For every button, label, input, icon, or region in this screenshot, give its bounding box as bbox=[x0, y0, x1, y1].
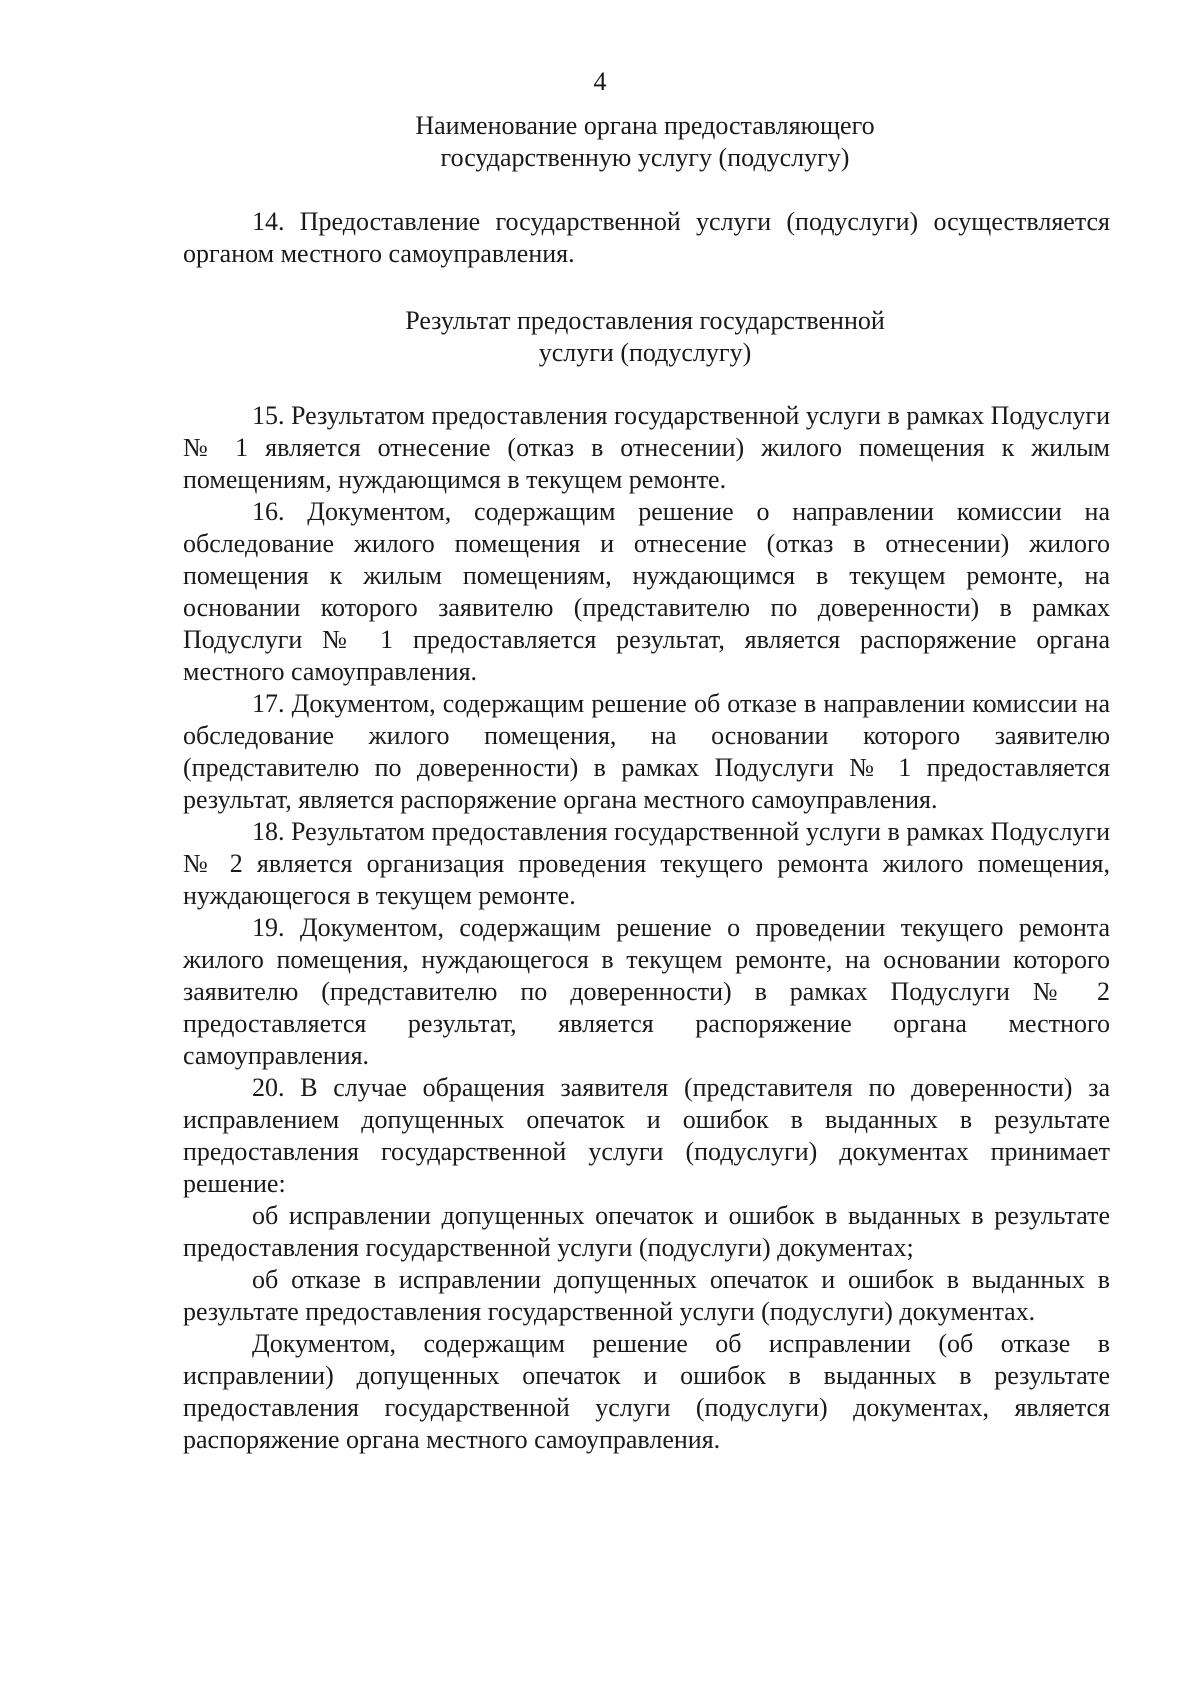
paragraph-20-document: Документом, содержащим решение об исправлении (об отказе в исправлении) допущенных опечаток и ошибок в выданных в результате предоставления государственной услуги (подуслуги) документах, является распоряжение органа местного самоуправления. bbox=[183, 1329, 1110, 1454]
section-body-result bbox=[183, 400, 1110, 1456]
paragraph-17: 17. Документом, содержащим решение об отказе в направлении комиссии на обследование жилого помещения, на основании которого заявителю (представителю по доверенности) в рамках Подуслуги № 1 предоставляется результат, является распоряжение органа местного самоуправления. bbox=[183, 689, 1110, 814]
heading-line: государственную услугу (подуслугу) bbox=[440, 143, 850, 172]
heading-line: Результат предоставления государственной bbox=[405, 306, 885, 335]
paragraph-20-option-correction: об исправлении допущенных опечаток и ошибок в выданных в результате предоставления государственной услуги (подуслуги) документах; bbox=[183, 1201, 1110, 1262]
section-body-authority bbox=[183, 206, 1110, 270]
heading-line: Наименование органа предоставляющего bbox=[415, 111, 875, 140]
paragraph-16: 16. Документом, содержащим решение о направлении комиссии на обследование жилого помещения и отнесение (отказ в отнесении) жилого помещения к жилым помещениям, нуждающимся в текущем ремонте, на основании которого заявителю (представителю по доверенности) в рамках Подуслуги № 1 предоставляется результат, является распоряжение органа местного самоуправления. bbox=[183, 497, 1110, 686]
paragraph-19: 19. Документом, содержащим решение о проведении текущего ремонта жилого помещения, нуждающегося в текущем ремонте, на основании которого заявителю (представителю по доверенности) в рамках Подуслуги № 2 предоставляется результат, является распоряжение органа местного самоуправления. bbox=[183, 913, 1110, 1070]
paragraph-14: 14. Предоставление государственной услуги (подуслуги) осуществляется органом местного самоуправления. bbox=[183, 207, 1110, 268]
section-heading-result bbox=[0, 305, 1200, 369]
paragraph-20: 20. В случае обращения заявителя (представителя по доверенности) за исправлением допущенных опечаток и ошибок в выданных в результате предоставления государственной услуги (подуслуги) документах принимает решение: bbox=[183, 1073, 1110, 1198]
page-number: 4 bbox=[593, 67, 607, 96]
heading-line: услуги (подуслугу) bbox=[538, 338, 752, 367]
section-heading-authority bbox=[0, 110, 1200, 174]
paragraph-15: 15. Результатом предоставления государственной услуги в рамках Подуслуги № 1 является отнесение (отказ в отнесении) жилого помещения к жилым помещениям, нуждающимся в текущем ремонте. bbox=[183, 401, 1110, 494]
paragraph-18: 18. Результатом предоставления государственной услуги в рамках Подуслуги № 2 является организация проведения текущего ремонта жилого помещения, нуждающегося в текущем ремонте. bbox=[183, 817, 1110, 910]
paragraph-20-option-refusal: об отказе в исправлении допущенных опечаток и ошибок в выданных в результате предоставления государственной услуги (подуслуги) документах. bbox=[183, 1265, 1110, 1326]
